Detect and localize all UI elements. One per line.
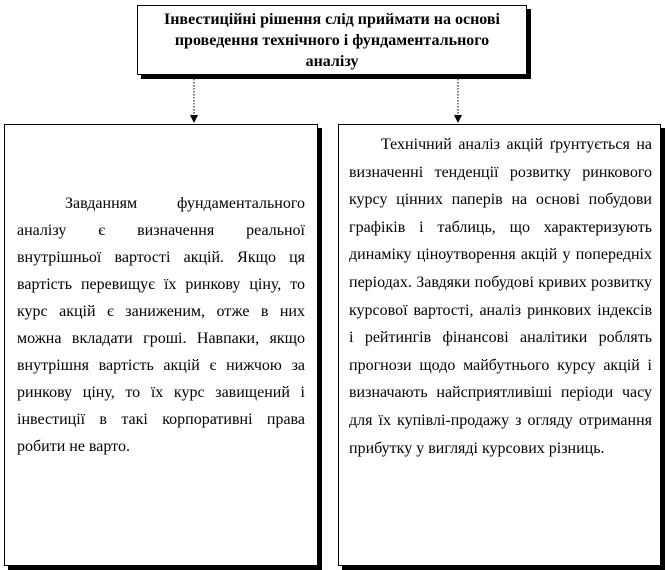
left-box-text: Завданням фундаментального аналізу є визначення реальної внутрішньої вартості акцій. Якщо ця вартість перевищує їх ринкову ціну, то курс акцій є заниженим, отже в них можна вкладати гроші. Навпаки, якщо внутрішня вартість акцій є нижчою за ринкову ціну, то їх курс завищений і інвестиції в такі корпоративні права робити не варто. <box>17 195 305 455</box>
top-box-text: Інвестиційні рішення слід приймати на основі проведення технічного і фундаментального аналізу <box>163 10 500 70</box>
arrowhead-right <box>454 115 462 123</box>
right-box-technical-analysis <box>338 124 661 566</box>
left-box-fundamental-analysis <box>4 124 318 566</box>
top-box-investment-decisions <box>137 5 527 75</box>
arrowhead-left <box>190 115 198 123</box>
right-box-text: Технічний аналіз акцій ґрунтується на визначенні тенденції розвитку ринкового курсу цінних паперів на основі побудови графіків і таблиць, що характеризують динаміку ціноутворення акцій у попередніх періодах. Завдяки побудові кривих розвитку курсової вартості, аналіз ринкових індексів і рейтингів фінансові аналітики роблять прогнози щодо майбутнього курсу акцій і визначають найсприятливіші періоди часу для їх купівлі-продажу з огляду отримання прибутку у вигляді курсових різниць. <box>349 136 652 457</box>
